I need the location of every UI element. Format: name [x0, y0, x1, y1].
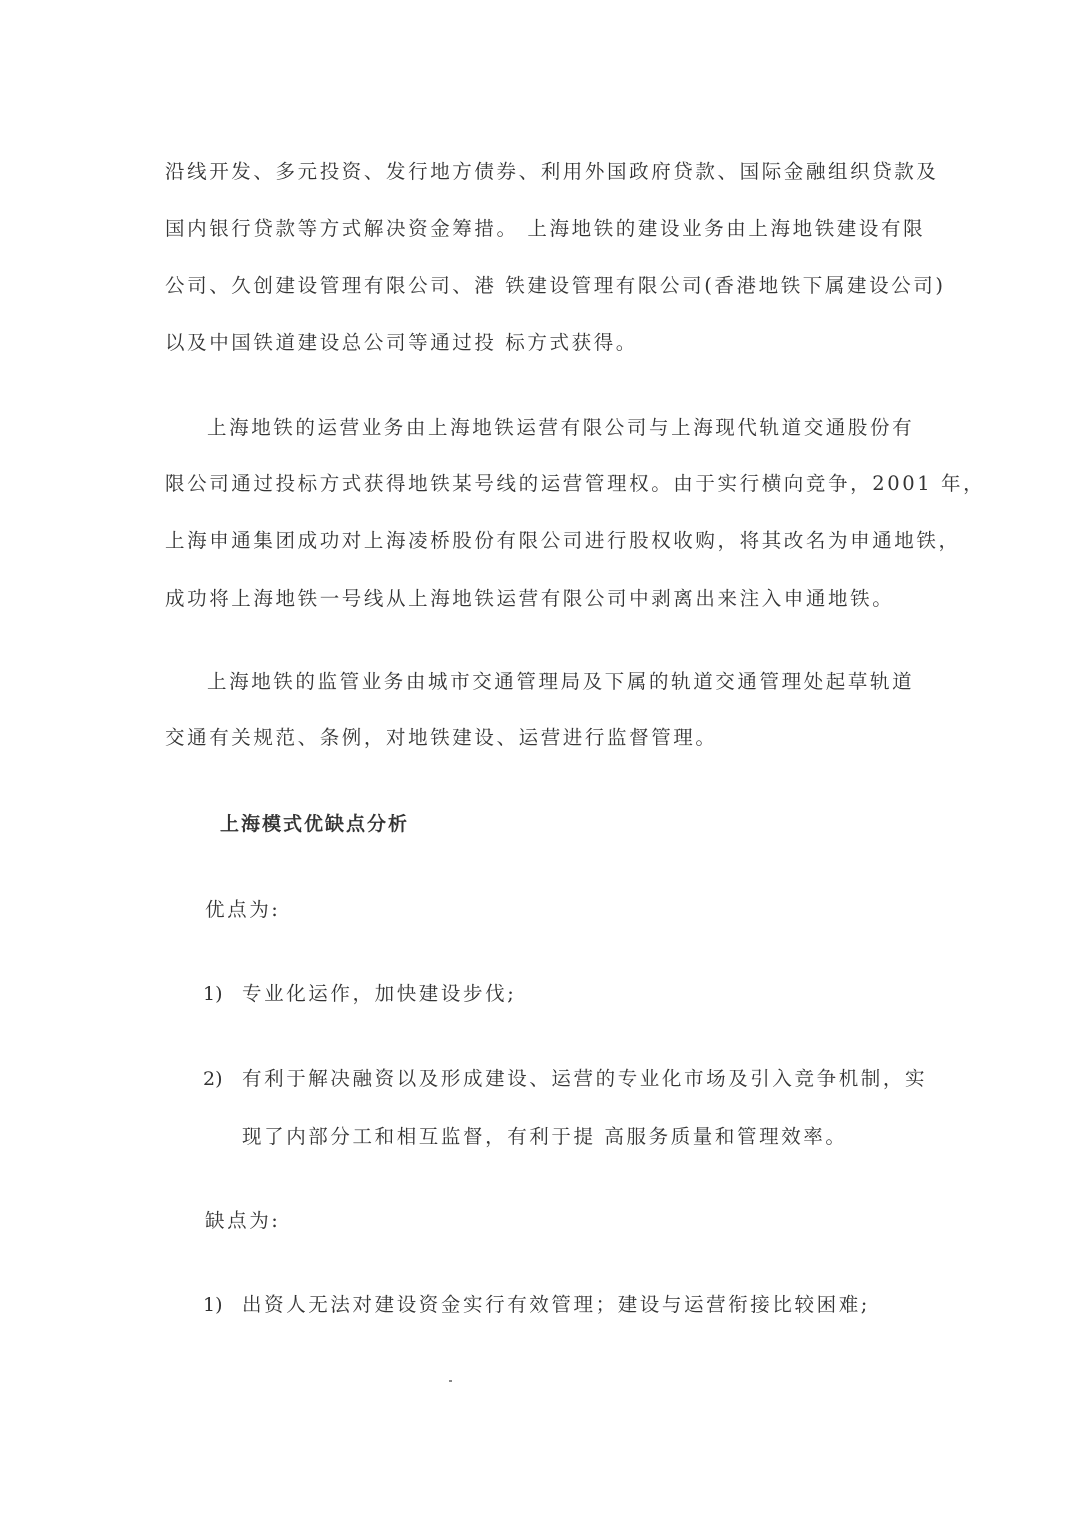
advantage-1-text: 专业化运作，加快建设步伐;	[242, 982, 517, 1005]
advantages-label: 优点为:	[205, 898, 281, 921]
paragraph-2-line-4: 成功将上海地铁一号线从上海地铁运营有限公司中剥离出来注入申通地铁。	[165, 587, 895, 610]
paragraph-2-line-1: 上海地铁的运营业务由上海地铁运营有限公司与上海现代轨道交通股份有	[207, 416, 915, 439]
disadvantage-1-text: 出资人无法对建设资金实行有效管理；建设与运营衔接比较困难;	[242, 1293, 870, 1316]
paragraph-3-line-2: 交通有关规范、条例，对地铁建设、运营进行监督管理。	[165, 726, 718, 749]
advantage-2-text-line-2: 现了内部分工和相互监督，有利于提 高服务质量和管理效率。	[242, 1125, 848, 1148]
page-mark	[449, 1380, 452, 1382]
paragraph-3-line-1: 上海地铁的监管业务由城市交通管理局及下属的轨道交通管理处起草轨道	[207, 670, 915, 693]
paragraph-2-line-2: 限公司通过投标方式获得地铁某号线的运营管理权。由于实行横向竞争，2001 年，	[165, 472, 986, 495]
disadvantages-label: 缺点为:	[205, 1209, 281, 1232]
paragraph-1-line-1: 沿线开发、多元投资、发行地方债券、利用外国政府贷款、国际金融组织贷款及	[165, 160, 939, 183]
paragraph-1-line-3: 公司、久创建设管理有限公司、港 铁建设管理有限公司(香港地铁下属建设公司)	[165, 274, 946, 297]
advantage-2-number: 2)	[203, 1068, 223, 1090]
advantage-1-number: 1)	[203, 983, 223, 1005]
paragraph-2-line-3: 上海申通集团成功对上海凌桥股份有限公司进行股权收购，将其改名为申通地铁，	[165, 529, 961, 552]
disadvantage-1-number: 1)	[203, 1294, 223, 1316]
paragraph-1-line-2: 国内银行贷款等方式解决资金筹措。 上海地铁的建设业务由上海地铁建设有限	[165, 217, 926, 240]
section-heading: 上海模式优缺点分析	[220, 813, 410, 835]
advantage-2-text-line-1: 有利于解决融资以及形成建设、运营的专业化市场及引入竞争机制，实	[242, 1067, 928, 1090]
paragraph-1-line-4: 以及中国铁道建设总公司等通过投 标方式获得。	[165, 331, 638, 354]
